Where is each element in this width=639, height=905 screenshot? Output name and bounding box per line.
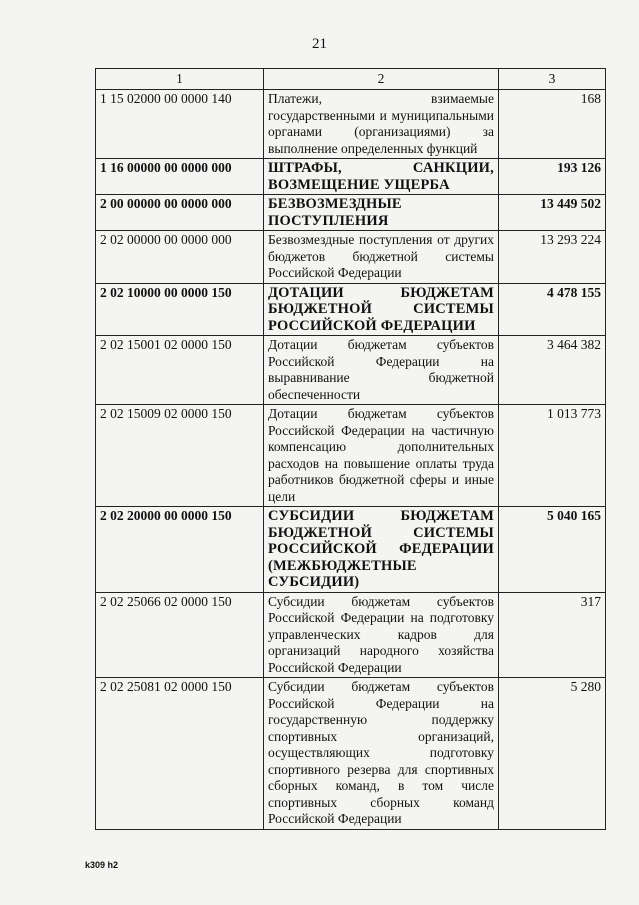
amount-cell: 5 280 xyxy=(499,678,606,830)
amount-cell: 317 xyxy=(499,592,606,678)
document-code: k309 h2 xyxy=(85,860,119,870)
name-cell: Платежи, взимаемые государственными и муниципальными органами (организациями) за выполнение определенных функций xyxy=(264,90,499,159)
column-header: 1 xyxy=(96,69,264,90)
name-cell: Дотации бюджетам субъектов Российской Федерации на выравнивание бюджетной обеспеченности xyxy=(264,336,499,405)
amount-cell: 193 126 xyxy=(499,159,606,195)
amount-cell: 168 xyxy=(499,90,606,159)
code-cell: 2 02 20000 00 0000 150 xyxy=(96,507,264,593)
table-row xyxy=(96,283,606,336)
amount-cell: 3 464 382 xyxy=(499,336,606,405)
code-cell: 2 02 25066 02 0000 150 xyxy=(96,592,264,678)
code-cell: 2 02 15001 02 0000 150 xyxy=(96,336,264,405)
budget-table xyxy=(95,68,606,830)
header-row xyxy=(96,69,606,90)
table-row xyxy=(96,592,606,678)
column-header: 3 xyxy=(499,69,606,90)
name-cell: ШТРАФЫ, САНКЦИИ, ВОЗМЕЩЕНИЕ УЩЕРБА xyxy=(264,159,499,195)
table-row xyxy=(96,90,606,159)
column-header: 2 xyxy=(264,69,499,90)
name-cell: БЕЗВОЗМЕЗДНЫЕ ПОСТУПЛЕНИЯ xyxy=(264,195,499,231)
table-row xyxy=(96,507,606,593)
table-row xyxy=(96,678,606,830)
code-cell: 2 02 15009 02 0000 150 xyxy=(96,405,264,507)
amount-cell: 13 293 224 xyxy=(499,231,606,284)
code-cell: 1 16 00000 00 0000 000 xyxy=(96,159,264,195)
amount-cell: 5 040 165 xyxy=(499,507,606,593)
table-row xyxy=(96,195,606,231)
table-row xyxy=(96,405,606,507)
code-cell: 1 15 02000 00 0000 140 xyxy=(96,90,264,159)
name-cell: Субсидии бюджетам субъектов Российской Федерации на подготовку управленческих кадров для организаций народного хозяйства Российской Федерации xyxy=(264,592,499,678)
amount-cell: 4 478 155 xyxy=(499,283,606,336)
name-cell: Дотации бюджетам субъектов Российской Федерации на частичную компенсацию дополнительных расходов на повышение оплаты труда работников бюджетной сферы и иные цели xyxy=(264,405,499,507)
name-cell: СУБСИДИИ БЮДЖЕТАМ БЮДЖЕТНОЙ СИСТЕМЫ РОССИЙСКОЙ ФЕДЕРАЦИИ (МЕЖБЮДЖЕТНЫЕ СУБСИДИИ) xyxy=(264,507,499,593)
code-cell: 2 02 10000 00 0000 150 xyxy=(96,283,264,336)
code-cell: 2 02 00000 00 0000 000 xyxy=(96,231,264,284)
code-cell: 2 02 25081 02 0000 150 xyxy=(96,678,264,830)
amount-cell: 13 449 502 xyxy=(499,195,606,231)
page-number: 21 xyxy=(312,36,327,52)
name-cell: ДОТАЦИИ БЮДЖЕТАМ БЮДЖЕТНОЙ СИСТЕМЫ РОССИЙСКОЙ ФЕДЕРАЦИИ xyxy=(264,283,499,336)
code-cell: 2 00 00000 00 0000 000 xyxy=(96,195,264,231)
table-row xyxy=(96,336,606,405)
amount-cell: 1 013 773 xyxy=(499,405,606,507)
name-cell: Безвозмездные поступления от других бюджетов бюджетной системы Российской Федерации xyxy=(264,231,499,284)
table-row xyxy=(96,231,606,284)
name-cell: Субсидии бюджетам субъектов Российской Федерации на государственную поддержку спортивных организаций, осуществляющих подготовку спортивного резерва для спортивных сборных команд, в том числе спортивных сборных команд Российской Федерации xyxy=(264,678,499,830)
table-row xyxy=(96,159,606,195)
